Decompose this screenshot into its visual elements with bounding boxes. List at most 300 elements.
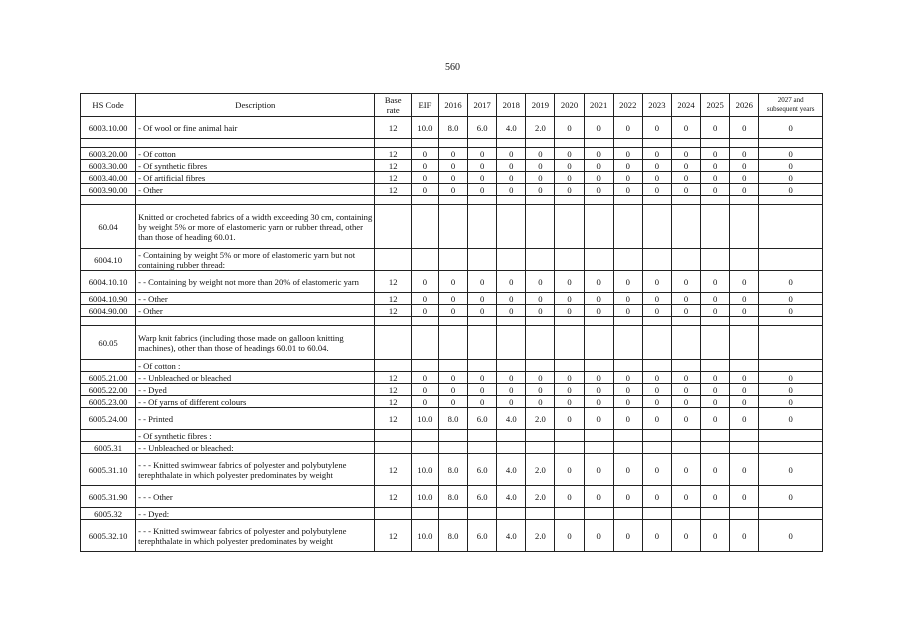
empty-cell bbox=[438, 317, 467, 326]
rate-cell: 0 bbox=[584, 271, 613, 293]
rate-cell bbox=[438, 326, 467, 360]
rate-cell: 0 bbox=[730, 384, 759, 396]
hs-code-cell: 6003.90.00 bbox=[81, 184, 136, 196]
rate-cell bbox=[526, 442, 555, 454]
rate-cell bbox=[584, 442, 613, 454]
base-rate-cell: 12 bbox=[375, 384, 411, 396]
rate-cell bbox=[730, 249, 759, 271]
separator-row bbox=[81, 139, 823, 148]
rate-cell bbox=[555, 249, 584, 271]
rate-cell bbox=[613, 430, 642, 442]
rate-cell bbox=[642, 430, 671, 442]
description-cell: - Other bbox=[136, 305, 375, 317]
table-row bbox=[81, 172, 823, 184]
rate-cell bbox=[613, 326, 642, 360]
hs-code-cell: 6004.10.10 bbox=[81, 271, 136, 293]
rate-cell: 8.0 bbox=[438, 520, 467, 552]
rate-cell: 0 bbox=[584, 486, 613, 508]
rate-cell: 0 bbox=[584, 408, 613, 430]
rate-cell: 0 bbox=[759, 172, 823, 184]
rate-cell: 2.0 bbox=[526, 117, 555, 139]
rate-cell: 0 bbox=[701, 372, 730, 384]
rate-cell: 0 bbox=[701, 454, 730, 486]
rate-cell: 0 bbox=[730, 117, 759, 139]
rate-cell: 0 bbox=[526, 384, 555, 396]
empty-cell bbox=[613, 139, 642, 148]
empty-cell bbox=[642, 139, 671, 148]
rate-cell: 0 bbox=[438, 396, 467, 408]
description-cell: - - Unbleached or bleached bbox=[136, 372, 375, 384]
header-hs-code: HS Code bbox=[81, 94, 136, 117]
table-body bbox=[81, 117, 823, 552]
rate-cell bbox=[759, 205, 823, 249]
rate-cell: 0 bbox=[759, 454, 823, 486]
rate-cell: 0 bbox=[468, 384, 497, 396]
rate-cell: 0 bbox=[613, 384, 642, 396]
base-rate-cell bbox=[375, 205, 411, 249]
rate-cell bbox=[526, 508, 555, 520]
rate-cell: 0 bbox=[730, 184, 759, 196]
rate-cell: 4.0 bbox=[497, 520, 526, 552]
rate-cell: 0 bbox=[438, 148, 467, 160]
hs-code-cell: 6005.32.10 bbox=[81, 520, 136, 552]
rate-cell: 0 bbox=[642, 184, 671, 196]
rate-cell: 0 bbox=[497, 184, 526, 196]
table-row bbox=[81, 184, 823, 196]
separator-row bbox=[81, 317, 823, 326]
rate-cell bbox=[701, 249, 730, 271]
table-row bbox=[81, 486, 823, 508]
rate-cell: 0 bbox=[642, 117, 671, 139]
rate-cell bbox=[584, 430, 613, 442]
rate-cell bbox=[701, 508, 730, 520]
empty-cell bbox=[526, 139, 555, 148]
description-cell: - Of synthetic fibres : bbox=[136, 430, 375, 442]
rate-cell: 0 bbox=[730, 372, 759, 384]
empty-cell bbox=[468, 196, 497, 205]
rate-cell: 0 bbox=[642, 172, 671, 184]
rate-cell: 0 bbox=[584, 184, 613, 196]
rate-cell: 0 bbox=[701, 408, 730, 430]
rate-cell: 0 bbox=[555, 454, 584, 486]
description-cell: - Containing by weight 5% or more of elastomeric yarn but not containing rubber thread: bbox=[136, 249, 375, 271]
empty-cell bbox=[730, 196, 759, 205]
empty-cell bbox=[701, 139, 730, 148]
empty-cell bbox=[136, 196, 375, 205]
rate-cell: 0 bbox=[526, 148, 555, 160]
table-row bbox=[81, 249, 823, 271]
rate-cell: 0 bbox=[701, 305, 730, 317]
rate-cell bbox=[584, 508, 613, 520]
empty-cell bbox=[136, 317, 375, 326]
hs-code-cell: 6004.10.90 bbox=[81, 293, 136, 305]
rate-cell bbox=[671, 508, 700, 520]
header-description: Description bbox=[136, 94, 375, 117]
table-row bbox=[81, 271, 823, 293]
header-eif: EIF bbox=[411, 94, 438, 117]
rate-cell: 0 bbox=[642, 148, 671, 160]
rate-cell bbox=[671, 249, 700, 271]
rate-cell: 0 bbox=[438, 384, 467, 396]
empty-cell bbox=[497, 317, 526, 326]
table-row bbox=[81, 372, 823, 384]
rate-cell: 6.0 bbox=[468, 117, 497, 139]
rate-cell bbox=[730, 326, 759, 360]
rate-cell: 0 bbox=[671, 384, 700, 396]
rate-cell: 0 bbox=[642, 520, 671, 552]
rate-cell: 2.0 bbox=[526, 454, 555, 486]
rate-cell: 0 bbox=[411, 184, 438, 196]
empty-cell bbox=[555, 317, 584, 326]
base-rate-cell: 12 bbox=[375, 117, 411, 139]
rate-cell: 0 bbox=[526, 396, 555, 408]
rate-cell: 0 bbox=[730, 408, 759, 430]
hs-code-cell: 6005.24.00 bbox=[81, 408, 136, 430]
rate-cell: 0 bbox=[759, 520, 823, 552]
rate-cell: 0 bbox=[671, 396, 700, 408]
rate-cell: 0 bbox=[584, 160, 613, 172]
rate-cell: 10.0 bbox=[411, 117, 438, 139]
table-row bbox=[81, 305, 823, 317]
rate-cell bbox=[497, 442, 526, 454]
rate-cell bbox=[730, 442, 759, 454]
rate-cell: 0 bbox=[526, 305, 555, 317]
rate-cell: 0 bbox=[642, 384, 671, 396]
rate-cell: 0 bbox=[671, 160, 700, 172]
header-year: 2019 bbox=[526, 94, 555, 117]
base-rate-cell: 12 bbox=[375, 454, 411, 486]
rate-cell: 0 bbox=[759, 293, 823, 305]
empty-cell bbox=[584, 139, 613, 148]
rate-cell: 0 bbox=[526, 271, 555, 293]
rate-cell: 0 bbox=[438, 372, 467, 384]
rate-cell bbox=[438, 360, 467, 372]
rate-cell: 0 bbox=[730, 486, 759, 508]
rate-cell: 6.0 bbox=[468, 454, 497, 486]
rate-cell: 0 bbox=[671, 293, 700, 305]
rate-cell bbox=[759, 430, 823, 442]
header-year: 2022 bbox=[613, 94, 642, 117]
rate-cell: 0 bbox=[526, 160, 555, 172]
rate-cell: 0 bbox=[671, 486, 700, 508]
hs-code-cell: 60.04 bbox=[81, 205, 136, 249]
empty-cell bbox=[555, 139, 584, 148]
rate-cell bbox=[613, 442, 642, 454]
rate-cell: 0 bbox=[613, 305, 642, 317]
table-row bbox=[81, 117, 823, 139]
table-row bbox=[81, 293, 823, 305]
rate-cell: 0 bbox=[759, 160, 823, 172]
hs-code-cell: 6004.90.00 bbox=[81, 305, 136, 317]
rate-cell: 0 bbox=[671, 271, 700, 293]
rate-cell: 0 bbox=[411, 293, 438, 305]
rate-cell: 0 bbox=[671, 184, 700, 196]
hs-code-cell: 6005.31.10 bbox=[81, 454, 136, 486]
rate-cell: 0 bbox=[411, 172, 438, 184]
empty-cell bbox=[730, 317, 759, 326]
rate-cell: 0 bbox=[438, 160, 467, 172]
rate-cell: 0 bbox=[584, 384, 613, 396]
rate-cell: 0 bbox=[497, 271, 526, 293]
description-cell: - - Containing by weight not more than 20% of elastomeric yarn bbox=[136, 271, 375, 293]
rate-cell: 0 bbox=[671, 172, 700, 184]
base-rate-cell bbox=[375, 508, 411, 520]
rate-cell: 0 bbox=[497, 384, 526, 396]
rate-cell: 0 bbox=[584, 172, 613, 184]
rate-cell: 0 bbox=[613, 148, 642, 160]
description-cell: - - - Other bbox=[136, 486, 375, 508]
rate-cell: 0 bbox=[497, 396, 526, 408]
rate-cell bbox=[642, 205, 671, 249]
rate-cell: 0 bbox=[438, 271, 467, 293]
description-cell: - Other bbox=[136, 184, 375, 196]
header-year: 2024 bbox=[671, 94, 700, 117]
base-rate-cell: 12 bbox=[375, 160, 411, 172]
rate-cell: 0 bbox=[759, 184, 823, 196]
rate-cell: 0 bbox=[468, 271, 497, 293]
header-year: 2021 bbox=[584, 94, 613, 117]
rate-cell: 0 bbox=[411, 396, 438, 408]
rate-cell: 0 bbox=[555, 293, 584, 305]
description-cell: - Of wool or fine animal hair bbox=[136, 117, 375, 139]
rate-cell: 0 bbox=[497, 305, 526, 317]
empty-cell bbox=[584, 317, 613, 326]
rate-cell bbox=[468, 508, 497, 520]
hs-code-cell bbox=[81, 360, 136, 372]
empty-cell bbox=[701, 317, 730, 326]
table-row bbox=[81, 396, 823, 408]
rate-cell: 0 bbox=[701, 520, 730, 552]
empty-cell bbox=[136, 139, 375, 148]
rate-cell: 0 bbox=[526, 372, 555, 384]
rate-cell: 0 bbox=[701, 117, 730, 139]
rate-cell: 0 bbox=[730, 148, 759, 160]
header-year: 2018 bbox=[497, 94, 526, 117]
rate-cell bbox=[613, 508, 642, 520]
rate-cell bbox=[555, 508, 584, 520]
rate-cell: 0 bbox=[497, 148, 526, 160]
table-row bbox=[81, 408, 823, 430]
empty-cell bbox=[468, 139, 497, 148]
rate-cell bbox=[468, 249, 497, 271]
rate-cell bbox=[701, 326, 730, 360]
rate-cell: 0 bbox=[555, 184, 584, 196]
empty-cell bbox=[526, 196, 555, 205]
rate-cell bbox=[642, 442, 671, 454]
rate-cell bbox=[730, 205, 759, 249]
rate-cell: 0 bbox=[555, 486, 584, 508]
description-cell: - Of cotton : bbox=[136, 360, 375, 372]
description-cell: - Of synthetic fibres bbox=[136, 160, 375, 172]
rate-cell: 0 bbox=[555, 520, 584, 552]
rate-cell bbox=[411, 205, 438, 249]
tariff-schedule-table bbox=[80, 93, 823, 552]
rate-cell bbox=[759, 326, 823, 360]
rate-cell: 4.0 bbox=[497, 454, 526, 486]
empty-cell bbox=[438, 196, 467, 205]
rate-cell: 0 bbox=[730, 305, 759, 317]
description-cell: - - Other bbox=[136, 293, 375, 305]
rate-cell: 8.0 bbox=[438, 486, 467, 508]
rate-cell bbox=[411, 249, 438, 271]
rate-cell: 0 bbox=[730, 520, 759, 552]
rate-cell bbox=[759, 360, 823, 372]
header-year: 2017 bbox=[468, 94, 497, 117]
rate-cell: 0 bbox=[671, 520, 700, 552]
rate-cell: 0 bbox=[411, 384, 438, 396]
empty-cell bbox=[730, 139, 759, 148]
rate-cell: 0 bbox=[759, 271, 823, 293]
description-cell: Knitted or crocheted fabrics of a width exceeding 30 cm, containing by weight 5% or more of elastomeric yarn or rubber thread, other than those of heading 60.01. bbox=[136, 205, 375, 249]
rate-cell: 0 bbox=[642, 271, 671, 293]
rate-cell: 4.0 bbox=[497, 486, 526, 508]
hs-code-cell: 6004.10 bbox=[81, 249, 136, 271]
rate-cell bbox=[411, 442, 438, 454]
table-row bbox=[81, 360, 823, 372]
rate-cell bbox=[730, 360, 759, 372]
rate-cell bbox=[526, 430, 555, 442]
header-year: 2016 bbox=[438, 94, 467, 117]
description-cell: - Of cotton bbox=[136, 148, 375, 160]
rate-cell bbox=[584, 326, 613, 360]
rate-cell: 0 bbox=[642, 160, 671, 172]
rate-cell bbox=[613, 249, 642, 271]
empty-cell bbox=[411, 139, 438, 148]
rate-cell: 0 bbox=[438, 305, 467, 317]
rate-cell bbox=[497, 326, 526, 360]
rate-cell: 0 bbox=[526, 293, 555, 305]
table-row bbox=[81, 508, 823, 520]
empty-cell bbox=[555, 196, 584, 205]
rate-cell: 0 bbox=[759, 117, 823, 139]
header-year: 2026 bbox=[730, 94, 759, 117]
rate-cell: 0 bbox=[411, 271, 438, 293]
table-row bbox=[81, 520, 823, 552]
rate-cell: 0 bbox=[671, 117, 700, 139]
rate-cell bbox=[468, 326, 497, 360]
rate-cell: 0 bbox=[642, 486, 671, 508]
rate-cell bbox=[759, 442, 823, 454]
rate-cell: 0 bbox=[671, 454, 700, 486]
rate-cell: 0 bbox=[759, 396, 823, 408]
rate-cell: 0 bbox=[671, 408, 700, 430]
rate-cell: 0 bbox=[497, 160, 526, 172]
empty-cell bbox=[613, 196, 642, 205]
rate-cell: 0 bbox=[613, 486, 642, 508]
rate-cell: 0 bbox=[613, 408, 642, 430]
rate-cell bbox=[555, 430, 584, 442]
rate-cell: 0 bbox=[555, 372, 584, 384]
rate-cell bbox=[497, 508, 526, 520]
rate-cell: 0 bbox=[642, 305, 671, 317]
table-row bbox=[81, 205, 823, 249]
rate-cell: 0 bbox=[555, 384, 584, 396]
rate-cell bbox=[730, 430, 759, 442]
rate-cell: 0 bbox=[497, 172, 526, 184]
base-rate-cell bbox=[375, 326, 411, 360]
empty-cell bbox=[375, 317, 411, 326]
rate-cell: 0 bbox=[730, 271, 759, 293]
rate-cell: 0 bbox=[468, 396, 497, 408]
rate-cell bbox=[468, 442, 497, 454]
rate-cell: 2.0 bbox=[526, 408, 555, 430]
rate-cell bbox=[730, 508, 759, 520]
empty-cell bbox=[411, 317, 438, 326]
rate-cell: 0 bbox=[438, 293, 467, 305]
rate-cell bbox=[642, 249, 671, 271]
rate-cell: 4.0 bbox=[497, 117, 526, 139]
rate-cell: 8.0 bbox=[438, 117, 467, 139]
rate-cell bbox=[526, 326, 555, 360]
rate-cell: 0 bbox=[613, 172, 642, 184]
rate-cell: 0 bbox=[730, 396, 759, 408]
base-rate-cell: 12 bbox=[375, 293, 411, 305]
empty-cell bbox=[81, 139, 136, 148]
base-rate-cell: 12 bbox=[375, 408, 411, 430]
rate-cell: 0 bbox=[555, 305, 584, 317]
base-rate-cell bbox=[375, 442, 411, 454]
rate-cell bbox=[438, 205, 467, 249]
base-rate-cell: 12 bbox=[375, 271, 411, 293]
empty-cell bbox=[81, 317, 136, 326]
rate-cell: 0 bbox=[759, 372, 823, 384]
rate-cell: 0 bbox=[584, 396, 613, 408]
rate-cell bbox=[613, 360, 642, 372]
hs-code-cell: 60.05 bbox=[81, 326, 136, 360]
base-rate-cell: 12 bbox=[375, 520, 411, 552]
empty-cell bbox=[671, 139, 700, 148]
rate-cell: 10.0 bbox=[411, 486, 438, 508]
rate-cell: 0 bbox=[701, 271, 730, 293]
rate-cell: 8.0 bbox=[438, 454, 467, 486]
rate-cell bbox=[671, 442, 700, 454]
rate-cell bbox=[642, 326, 671, 360]
rate-cell: 0 bbox=[613, 117, 642, 139]
rate-cell bbox=[584, 360, 613, 372]
rate-cell bbox=[759, 508, 823, 520]
rate-cell: 0 bbox=[411, 148, 438, 160]
table-row bbox=[81, 160, 823, 172]
rate-cell bbox=[526, 205, 555, 249]
rate-cell: 0 bbox=[468, 160, 497, 172]
rate-cell: 6.0 bbox=[468, 408, 497, 430]
hs-code-cell: 6003.40.00 bbox=[81, 172, 136, 184]
rate-cell: 0 bbox=[438, 172, 467, 184]
header-year: 2025 bbox=[701, 94, 730, 117]
rate-cell bbox=[497, 430, 526, 442]
rate-cell: 0 bbox=[468, 172, 497, 184]
rate-cell: 0 bbox=[642, 293, 671, 305]
header-row bbox=[81, 94, 823, 117]
rate-cell bbox=[671, 326, 700, 360]
description-cell: - - Dyed: bbox=[136, 508, 375, 520]
rate-cell bbox=[584, 249, 613, 271]
rate-cell: 10.0 bbox=[411, 408, 438, 430]
base-rate-cell: 12 bbox=[375, 172, 411, 184]
rate-cell: 0 bbox=[438, 184, 467, 196]
hs-code-cell: 6005.31 bbox=[81, 442, 136, 454]
empty-cell bbox=[411, 196, 438, 205]
rate-cell: 0 bbox=[584, 372, 613, 384]
rate-cell: 0 bbox=[555, 148, 584, 160]
rate-cell: 0 bbox=[759, 148, 823, 160]
rate-cell: 0 bbox=[584, 520, 613, 552]
base-rate-cell: 12 bbox=[375, 396, 411, 408]
table-row bbox=[81, 384, 823, 396]
empty-cell bbox=[613, 317, 642, 326]
rate-cell: 0 bbox=[642, 396, 671, 408]
hs-code-cell: 6005.23.00 bbox=[81, 396, 136, 408]
